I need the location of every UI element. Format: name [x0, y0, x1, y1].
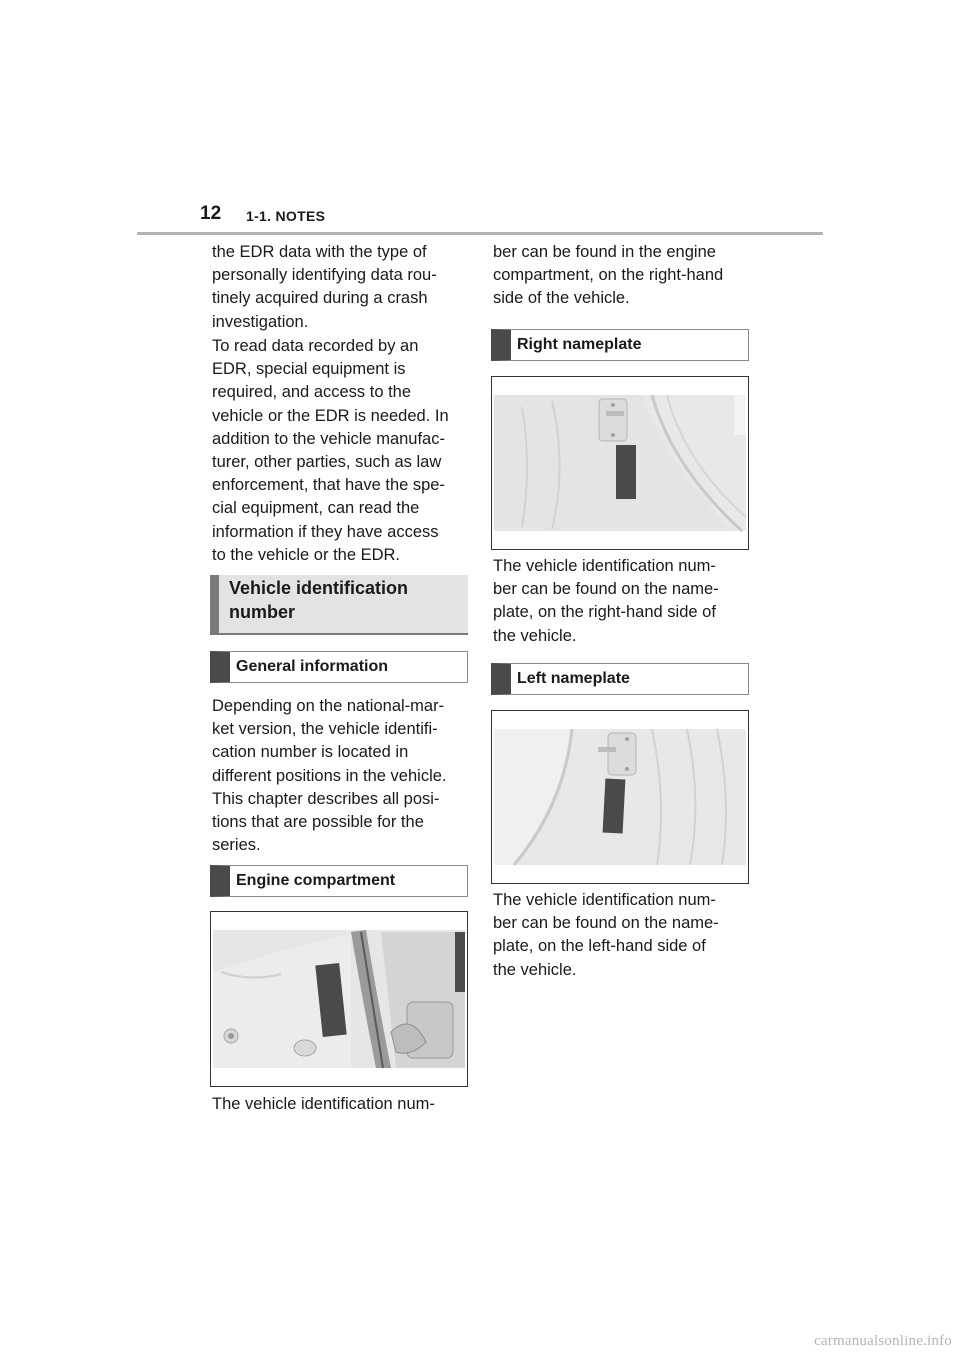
- right-nameplate-illustration: [492, 377, 748, 549]
- left-para-2: [212, 335, 449, 567]
- header-rule: [137, 232, 823, 235]
- text-line: addition to the vehicle manufac-: [212, 429, 445, 448]
- left-para-3: [212, 695, 447, 857]
- right-para-3: [493, 889, 719, 982]
- left-nameplate-illustration: [492, 711, 748, 883]
- text-line: the vehicle.: [493, 960, 577, 979]
- text-line: ber can be found on the name-: [493, 914, 719, 933]
- text-line: to the vehicle or the EDR.: [212, 545, 401, 564]
- right-para-1: [493, 241, 723, 311]
- heading-line: Vehicle identification: [229, 578, 409, 598]
- subheading-left-nameplate: Left nameplate: [491, 663, 749, 695]
- left-para-4: [212, 1093, 435, 1116]
- subheading-general-information: General information: [210, 651, 468, 683]
- subheading-right-nameplate: Right nameplate: [491, 329, 749, 361]
- text-line: cial equipment, can read the: [212, 499, 420, 518]
- engine-compartment-illustration: [211, 912, 467, 1086]
- text-line: personally identifying data rou-: [212, 266, 437, 285]
- text-line: The vehicle identification num-: [493, 891, 716, 909]
- text-line: vehicle or the EDR is needed. In: [212, 406, 449, 425]
- left-nameplate-figure: [491, 710, 749, 884]
- text-line: side of the vehicle.: [493, 289, 630, 308]
- text-line: Depending on the national-mar-: [212, 697, 445, 715]
- text-line: plate, on the right-hand side of: [493, 603, 716, 622]
- right-nameplate-figure: [491, 376, 749, 550]
- text-line: compartment, on the right-hand: [493, 266, 724, 285]
- text-line: tions that are possible for the: [212, 813, 424, 832]
- text-line: tinely acquired during a crash: [212, 289, 428, 308]
- text-line: ket version, the vehicle identifi-: [212, 720, 438, 739]
- text-line: investigation.: [212, 312, 309, 331]
- text-line: different positions in the vehicle.: [212, 766, 447, 785]
- engine-compartment-figure: [210, 911, 468, 1087]
- section-heading-vin: [210, 575, 468, 635]
- text-line: turer, other parties, such as law: [212, 453, 442, 472]
- section-title: 1-1. NOTES: [246, 208, 326, 224]
- text-line: plate, on the left-hand side of: [493, 937, 706, 956]
- subheading-engine-compartment: Engine compartment: [210, 865, 468, 897]
- text-line: ber can be found on the name-: [493, 580, 719, 599]
- text-line: EDR, special equipment is: [212, 360, 406, 379]
- text-line: ber can be found in the engine: [493, 243, 716, 261]
- right-para-2: [493, 555, 719, 648]
- heading-line: number: [229, 601, 296, 622]
- text-line: information if they have access: [212, 522, 439, 541]
- text-line: The vehicle identification num-: [212, 1095, 435, 1113]
- text-line: the vehicle.: [493, 626, 577, 645]
- text-line: To read data recorded by an: [212, 337, 419, 355]
- text-line: required, and access to the: [212, 383, 412, 402]
- text-line: This chapter describes all posi-: [212, 789, 440, 808]
- page-number: 12: [200, 203, 222, 224]
- left-para-1: [212, 241, 437, 334]
- text-line: series.: [212, 836, 261, 855]
- text-line: cation number is located in: [212, 743, 409, 762]
- text-line: the EDR data with the type of: [212, 243, 427, 261]
- text-line: enforcement, that have the spe-: [212, 476, 445, 495]
- text-line: The vehicle identification num-: [493, 557, 716, 575]
- watermark: carmanualsonline.info: [814, 1333, 952, 1349]
